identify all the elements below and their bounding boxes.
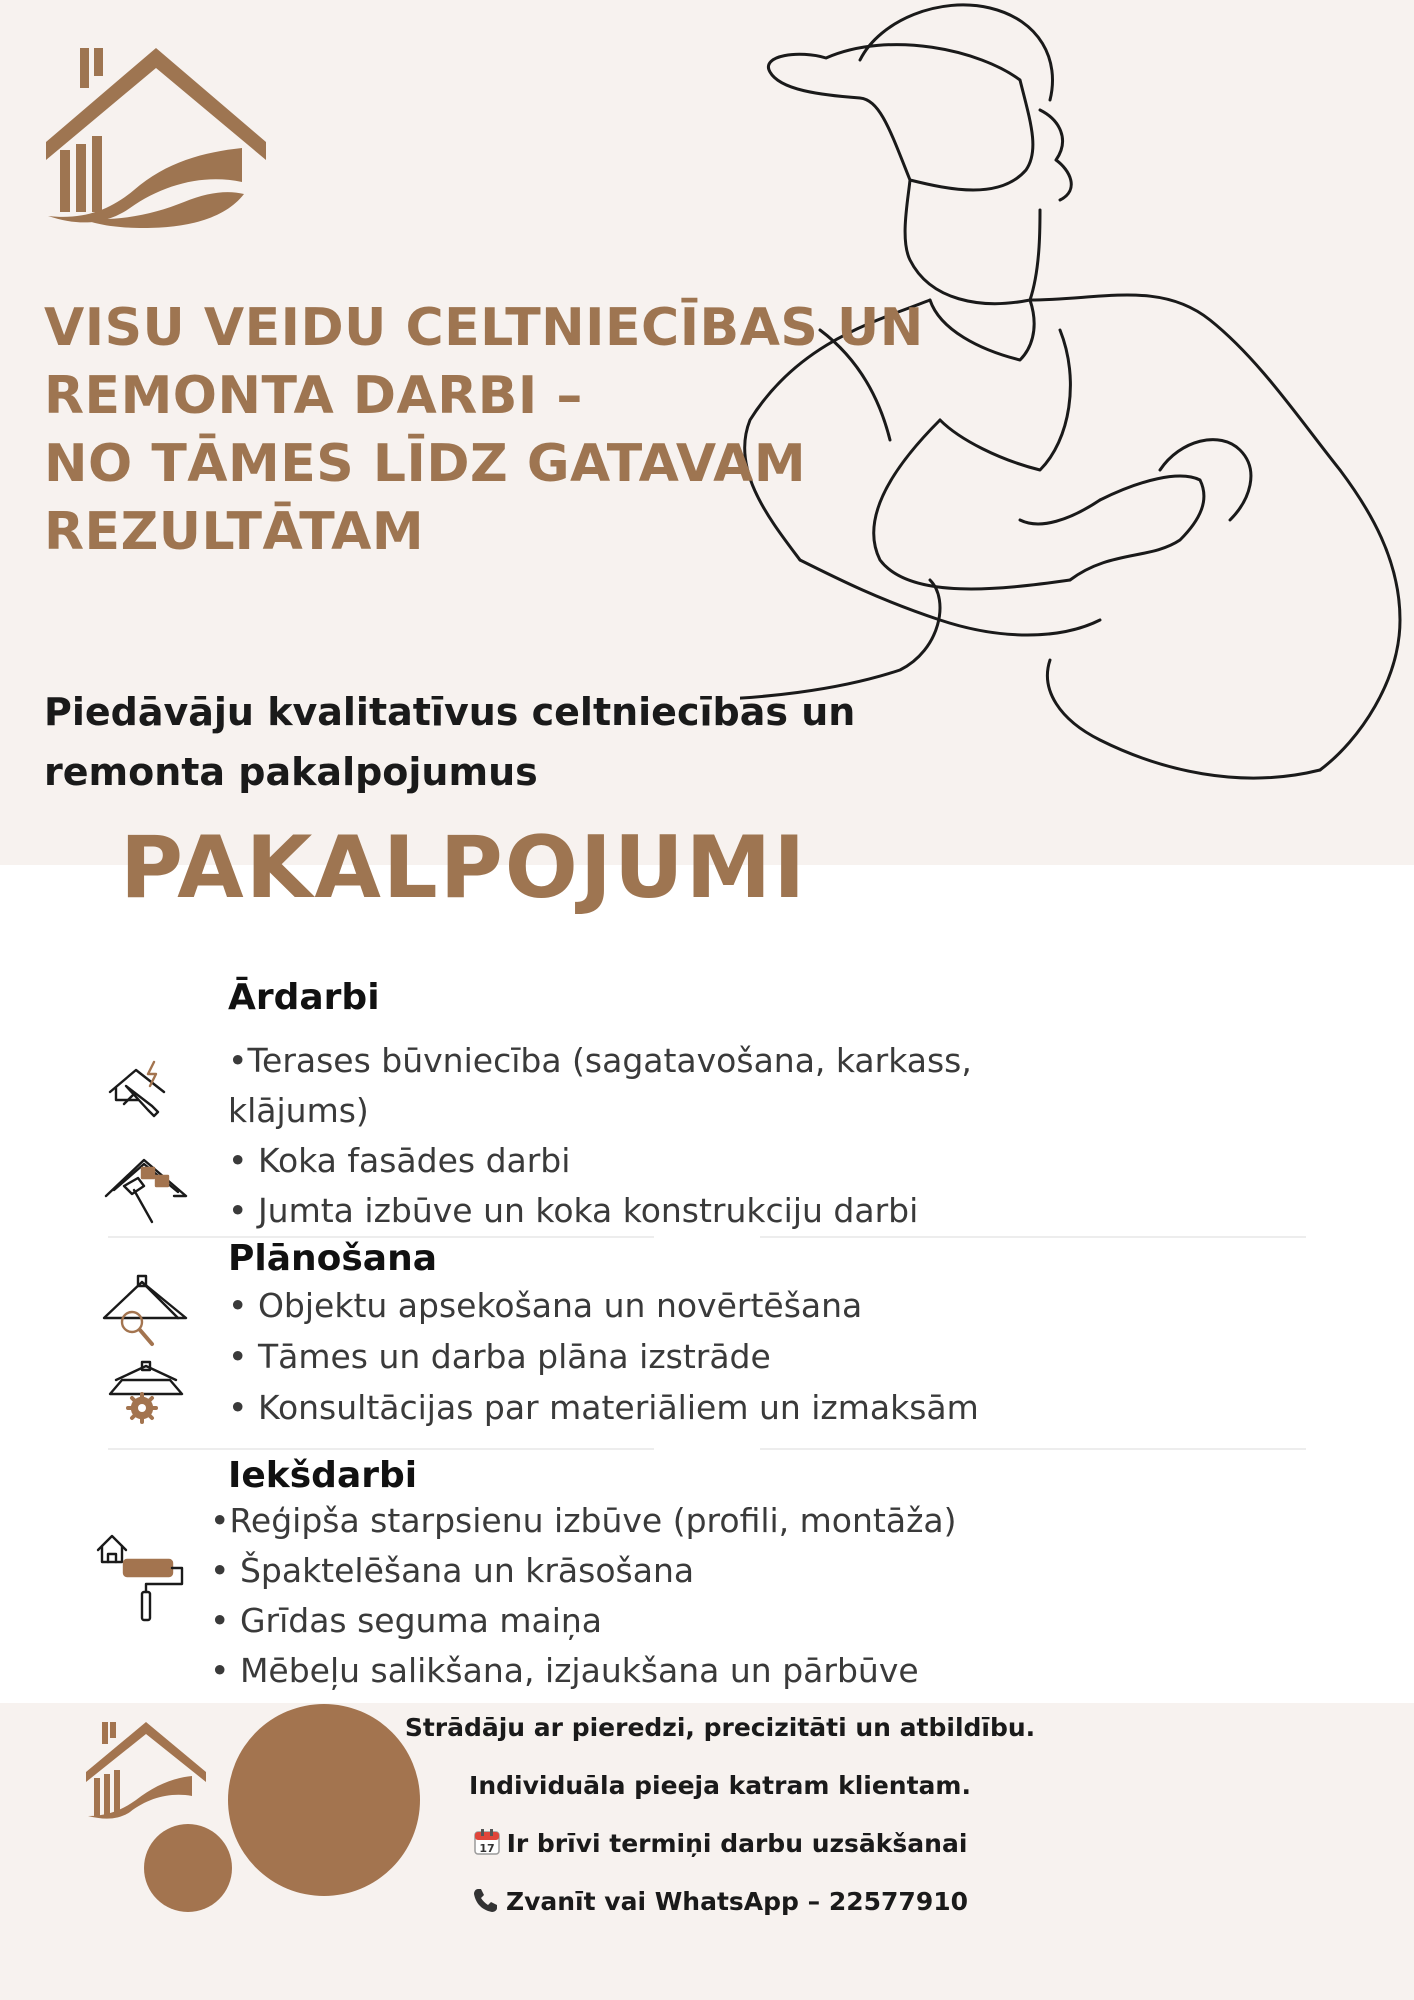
service-item: • Mēbeļu salikšana, izjaukšana un pārbūve	[210, 1651, 919, 1690]
service-item: • Jumta izbūve un koka konstrukciju darbi	[228, 1191, 919, 1230]
headline-line: REZULTĀTAM	[44, 502, 425, 562]
service-item: • Objektu apsekošana un novērtēšana	[228, 1286, 863, 1325]
intro-line: Piedāvāju kvalitatīvus celtniecības un	[44, 690, 856, 734]
section-heading-ardarbi: Ārdarbi	[228, 977, 380, 1018]
decorative-circle-small	[144, 1824, 232, 1912]
service-item: • Koka fasādes darbi	[228, 1141, 571, 1180]
service-item: • Špaktelēšana un krāsošana	[210, 1551, 695, 1590]
roof-hammer-icon	[104, 1156, 188, 1228]
house-search-icon	[102, 1274, 192, 1350]
roof-tools-icon	[108, 1060, 174, 1122]
intro-line: remonta pakalpojumus	[44, 750, 538, 794]
calendar-icon	[473, 1828, 501, 1856]
house-logo-small-icon	[84, 1720, 208, 1820]
availability-text: Ir brīvi termiņi darbu uzsākšanai	[506, 1829, 968, 1858]
house-gear-icon	[106, 1360, 186, 1426]
svg-text:17: 17	[478, 1842, 495, 1855]
service-item: •Reģipša starpsienu izbūve (profili, montāža)	[210, 1501, 957, 1540]
service-item: •Terases būvniecība (sagatavošana, karkass,	[228, 1041, 972, 1080]
section-divider	[760, 1448, 1306, 1450]
service-item: • Tāmes un darba plāna izstrāde	[228, 1337, 771, 1376]
intro-text	[44, 682, 855, 802]
paint-roller-icon	[96, 1532, 190, 1622]
section-heading-ieksdarbi: Iekšdarbi	[228, 1455, 418, 1496]
section-divider	[760, 1236, 1306, 1238]
footer-line-availability	[360, 1828, 1080, 1860]
footer-line-contact	[360, 1886, 1080, 1918]
contact-text: Zvanīt vai WhatsApp – 22577910	[505, 1887, 969, 1916]
section-divider	[108, 1448, 654, 1450]
phone-icon	[472, 1886, 500, 1914]
headline	[44, 294, 924, 566]
section-heading-planosana: Plānošana	[228, 1238, 438, 1279]
footer-line-approach: Individuāla pieeja katram klientam.	[469, 1771, 971, 1800]
service-item: • Konsultācijas par materiāliem un izmaksām	[228, 1388, 979, 1427]
service-item: • Grīdas seguma maiņa	[210, 1601, 603, 1640]
footer-line-experience: Strādāju ar pieredzi, precizitāti un atbildību.	[404, 1713, 1036, 1742]
services-title: PAKALPOJUMI	[120, 818, 808, 918]
headline-line: NO TĀMES LĪDZ GATAVAM	[44, 434, 807, 494]
house-logo-icon	[44, 44, 268, 228]
headline-line: VISU VEIDU CELTNIECĪBAS UN	[44, 298, 924, 358]
headline-line: REMONTA DARBI –	[44, 366, 583, 426]
service-item: klājums)	[228, 1091, 369, 1130]
